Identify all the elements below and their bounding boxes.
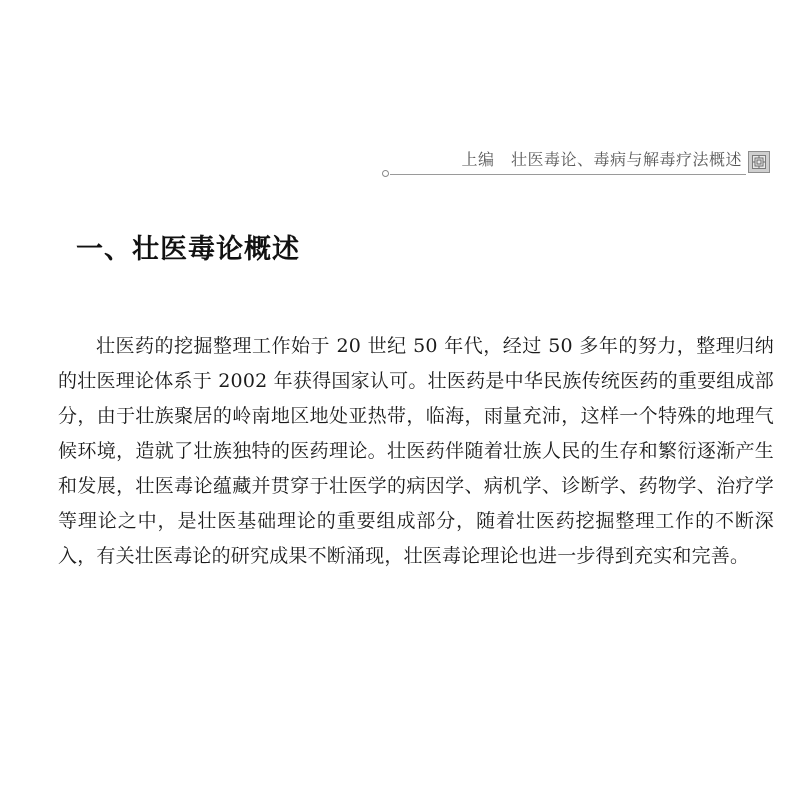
header-rule: [390, 174, 746, 175]
section-title: 一、壮医毒论概述: [76, 234, 300, 265]
body-paragraph: 壮医药的挖掘整理工作始于 20 世纪 50 年代，经过 50 多年的努力，整理归纳的壮医理论体系于 2002 年获得国家认可。壮医药是中华民族传统医药的重要组成部分，由于壮族聚居的岭南地区地处亚热带，临海，雨量充沛，这样一个特殊的地理气候环境，造就了壮族独特的医药理论。壮医药伴随着壮族人民的生存和繁衍逐渐产生和发展，壮医毒论蕴藏并贯穿于壮医学的病因学、病机学、诊断学、药物学、治疗学等理论之中，是壮医基础理论的重要组成部分，随着壮医药挖掘整理工作的不断深入，有关壮医毒论的研究成果不断涌现，壮医毒论理论也进一步得到充实和完善。: [58, 335, 774, 567]
running-header: [382, 148, 774, 178]
running-header-text: 上编 壮医毒论、毒病与解毒疗法概述: [461, 150, 742, 169]
header-dot-ornament: [382, 170, 389, 177]
decorative-pattern-icon: [748, 151, 770, 173]
